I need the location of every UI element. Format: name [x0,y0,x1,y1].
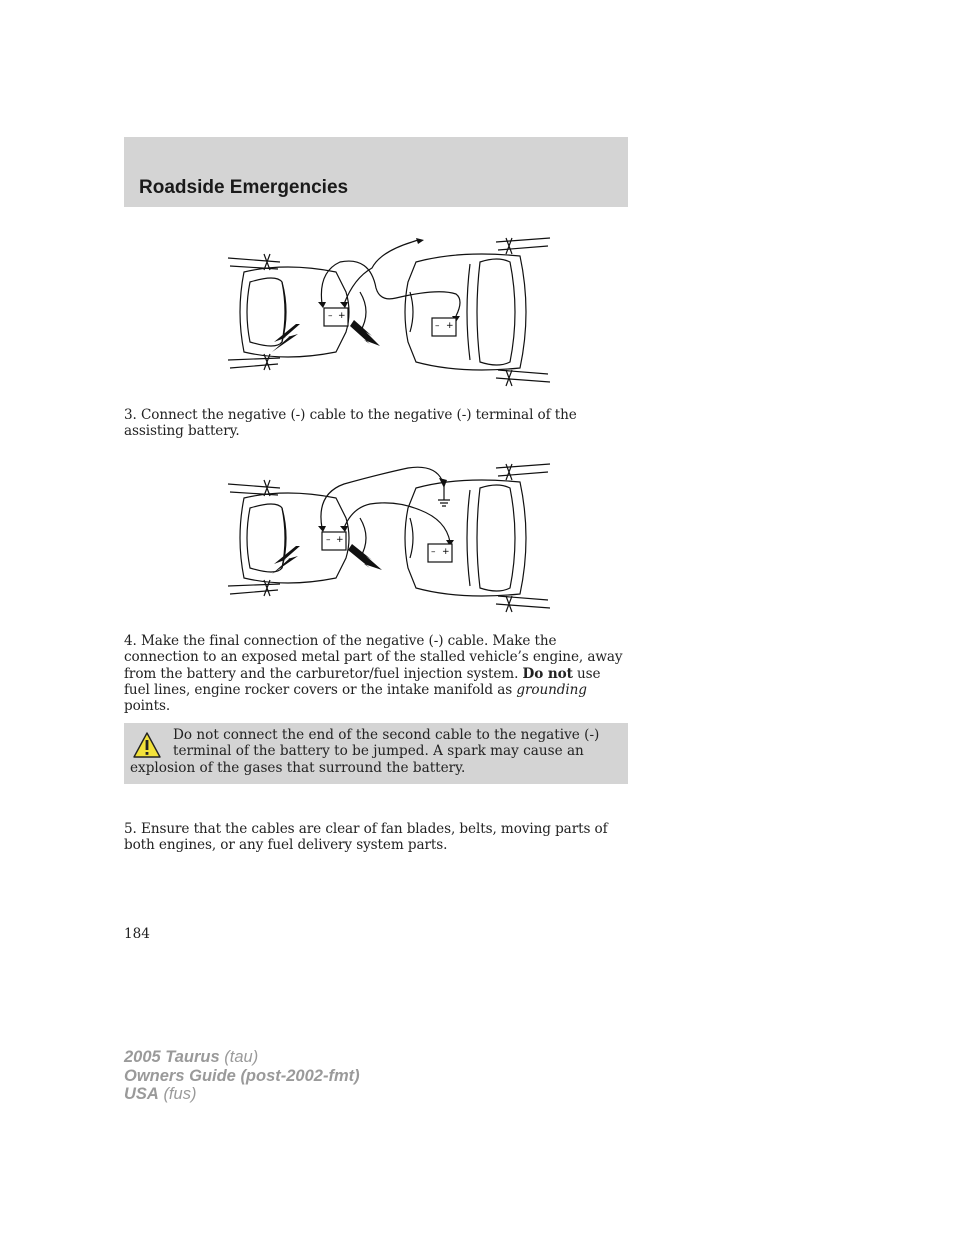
do-not-emphasis: Do not [522,665,573,682]
step-3-text: 3. Connect the negative (-) cable to the negative (-) terminal of the assisting battery. [124,407,577,440]
warning-box [124,723,628,784]
battery-assisting [432,318,456,336]
section-title: Roadside Emergencies [139,177,349,198]
svg-text:–: – [431,547,436,557]
svg-text:+: + [336,535,344,545]
warning-text: Do not connect the end of the second cable to the negative (-) terminal of the battery to be jumped. A spark may cause an explosion of the gases that surround the battery. [130,727,600,776]
battery-stalled [324,308,348,326]
svg-text:–: – [328,311,333,321]
svg-text:–: – [435,321,440,331]
svg-text:+: + [442,547,450,557]
grounding-emphasis: grounding [516,681,587,698]
step-4-text: 4. Make the final connection of the negative (-) cable. Make the connection to an exposed metal part of the stalled vehicle’s engine, away from the battery and the carburetor/fuel injection system. Do not use fuel lines, engine rocker covers or the intake manifold as grounding points. [124,633,623,715]
svg-text:+: + [338,311,346,321]
jump-start-diagram-step4 [220,458,556,618]
battery-stalled [322,532,346,550]
page-number: 184 [124,926,150,942]
svg-text:+: + [446,321,454,331]
step-5-text: 5. Ensure that the cables are clear of fan blades, belts, moving parts of both engines, or any fuel delivery system parts. [124,821,608,854]
svg-text:–: – [326,535,331,545]
battery-assisting [428,544,452,562]
section-header [124,137,628,207]
jump-start-diagram-step3 [220,232,556,392]
document-footer: 2005 Taurus (tau) Owners Guide (post-2002-fmt) USA (fus) [124,1048,360,1103]
warning-triangle-icon [132,731,162,759]
